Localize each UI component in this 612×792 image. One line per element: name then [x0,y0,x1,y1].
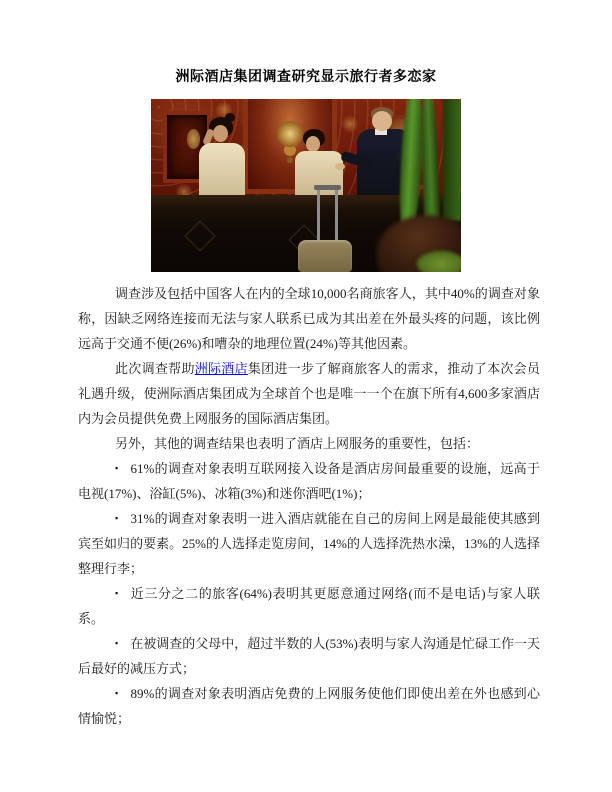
luggage-handle-bar [335,189,338,243]
bullet-marker: ▪ [115,588,119,598]
bullet-item-parents-destress [78,631,540,681]
bullet-text: 近三分之二的旅客(64%)表明其更愿意通过网络(而不是电话)与家人联系。 [78,586,540,626]
bullet-marker: ▪ [115,513,119,523]
plant-leaf [443,99,461,221]
luggage-handle-grip [314,185,341,190]
bullet-text: 61%的调查对象表明互联网接入设备是酒店房间最重要的设施，远高于电视(17%)、浴缸(5%)、冰箱(3%)和迷你酒吧(1%)； [78,461,540,501]
receptionist-left-face [213,125,228,142]
bullet-text: 89%的调查对象表明酒店免费的上网服务使他们即使出差在外也感到心情愉悦； [78,686,540,726]
bullet-text: 在被调查的父母中，超过半数的人(53%)表明与家人沟通是忙碌工作一天后最好的减压方式； [78,636,540,676]
bullet-marker: ▪ [115,688,119,698]
bullet-marker: ▪ [115,463,119,473]
luggage-handle-bar [317,189,320,243]
vase-green-top [417,251,461,272]
paragraph-ihg-upgrade [78,356,540,431]
hotel-lobby-photo [151,99,461,272]
gold-medallion [277,121,303,147]
paragraph-ihg-pre: 此次调查帮助 [115,361,195,376]
bullet-item-in-room-internet [78,506,540,581]
paragraph-ihg-post: 集团进一步了解商旅客人的需求，推动了本次会员礼遇升级，使洲际酒店集团成为全球首个也是唯一一个在旗下所有4,600多家酒店内为会员提供免费上网服务的国际酒店集团。 [78,361,540,426]
gold-damask-motif [341,115,359,133]
businessman-hand [335,163,345,170]
page-title: 洲际酒店集团调查研究显示旅行者多恋家 [175,70,437,85]
receptionist-left-bun [225,113,235,122]
bullet-item-contact-via-internet [78,581,540,631]
bullet-item-internet-device [78,456,540,506]
bullet-item-free-internet-mood [78,681,540,731]
businessman-head [372,111,392,131]
bullet-marker: ▪ [115,638,119,648]
ihg-hotel-link[interactable]: 洲际酒店 [194,361,248,376]
receptionist-center-face [306,136,320,152]
body-text [78,281,540,731]
paragraph-other-findings: 另外，其他的调查结果也表明了酒店上网服务的重要性，包括： [115,436,480,451]
receptionist-left-uniform [199,143,245,197]
gold-ornament-small [187,129,200,149]
bullet-text: 31%的调查对象表明一进入酒店就能在自己的房间上网是最能使其感到宾至如归的要素。25%的人选择走览房间，14%的人选择洗热水澡，13%的人选择整理行李； [78,511,540,576]
paragraph-survey-scope: 调查涉及包括中国客人在内的全球10,000名商旅客人，其中40%的调查对象称，因缺乏网络连接而无法与家人联系已成为其出差在外最头疼的问题，该比例远高于交通不便(26%)和嘈杂的地理位置(24%)等其他因素。 [78,286,540,351]
suitcase [298,240,352,272]
